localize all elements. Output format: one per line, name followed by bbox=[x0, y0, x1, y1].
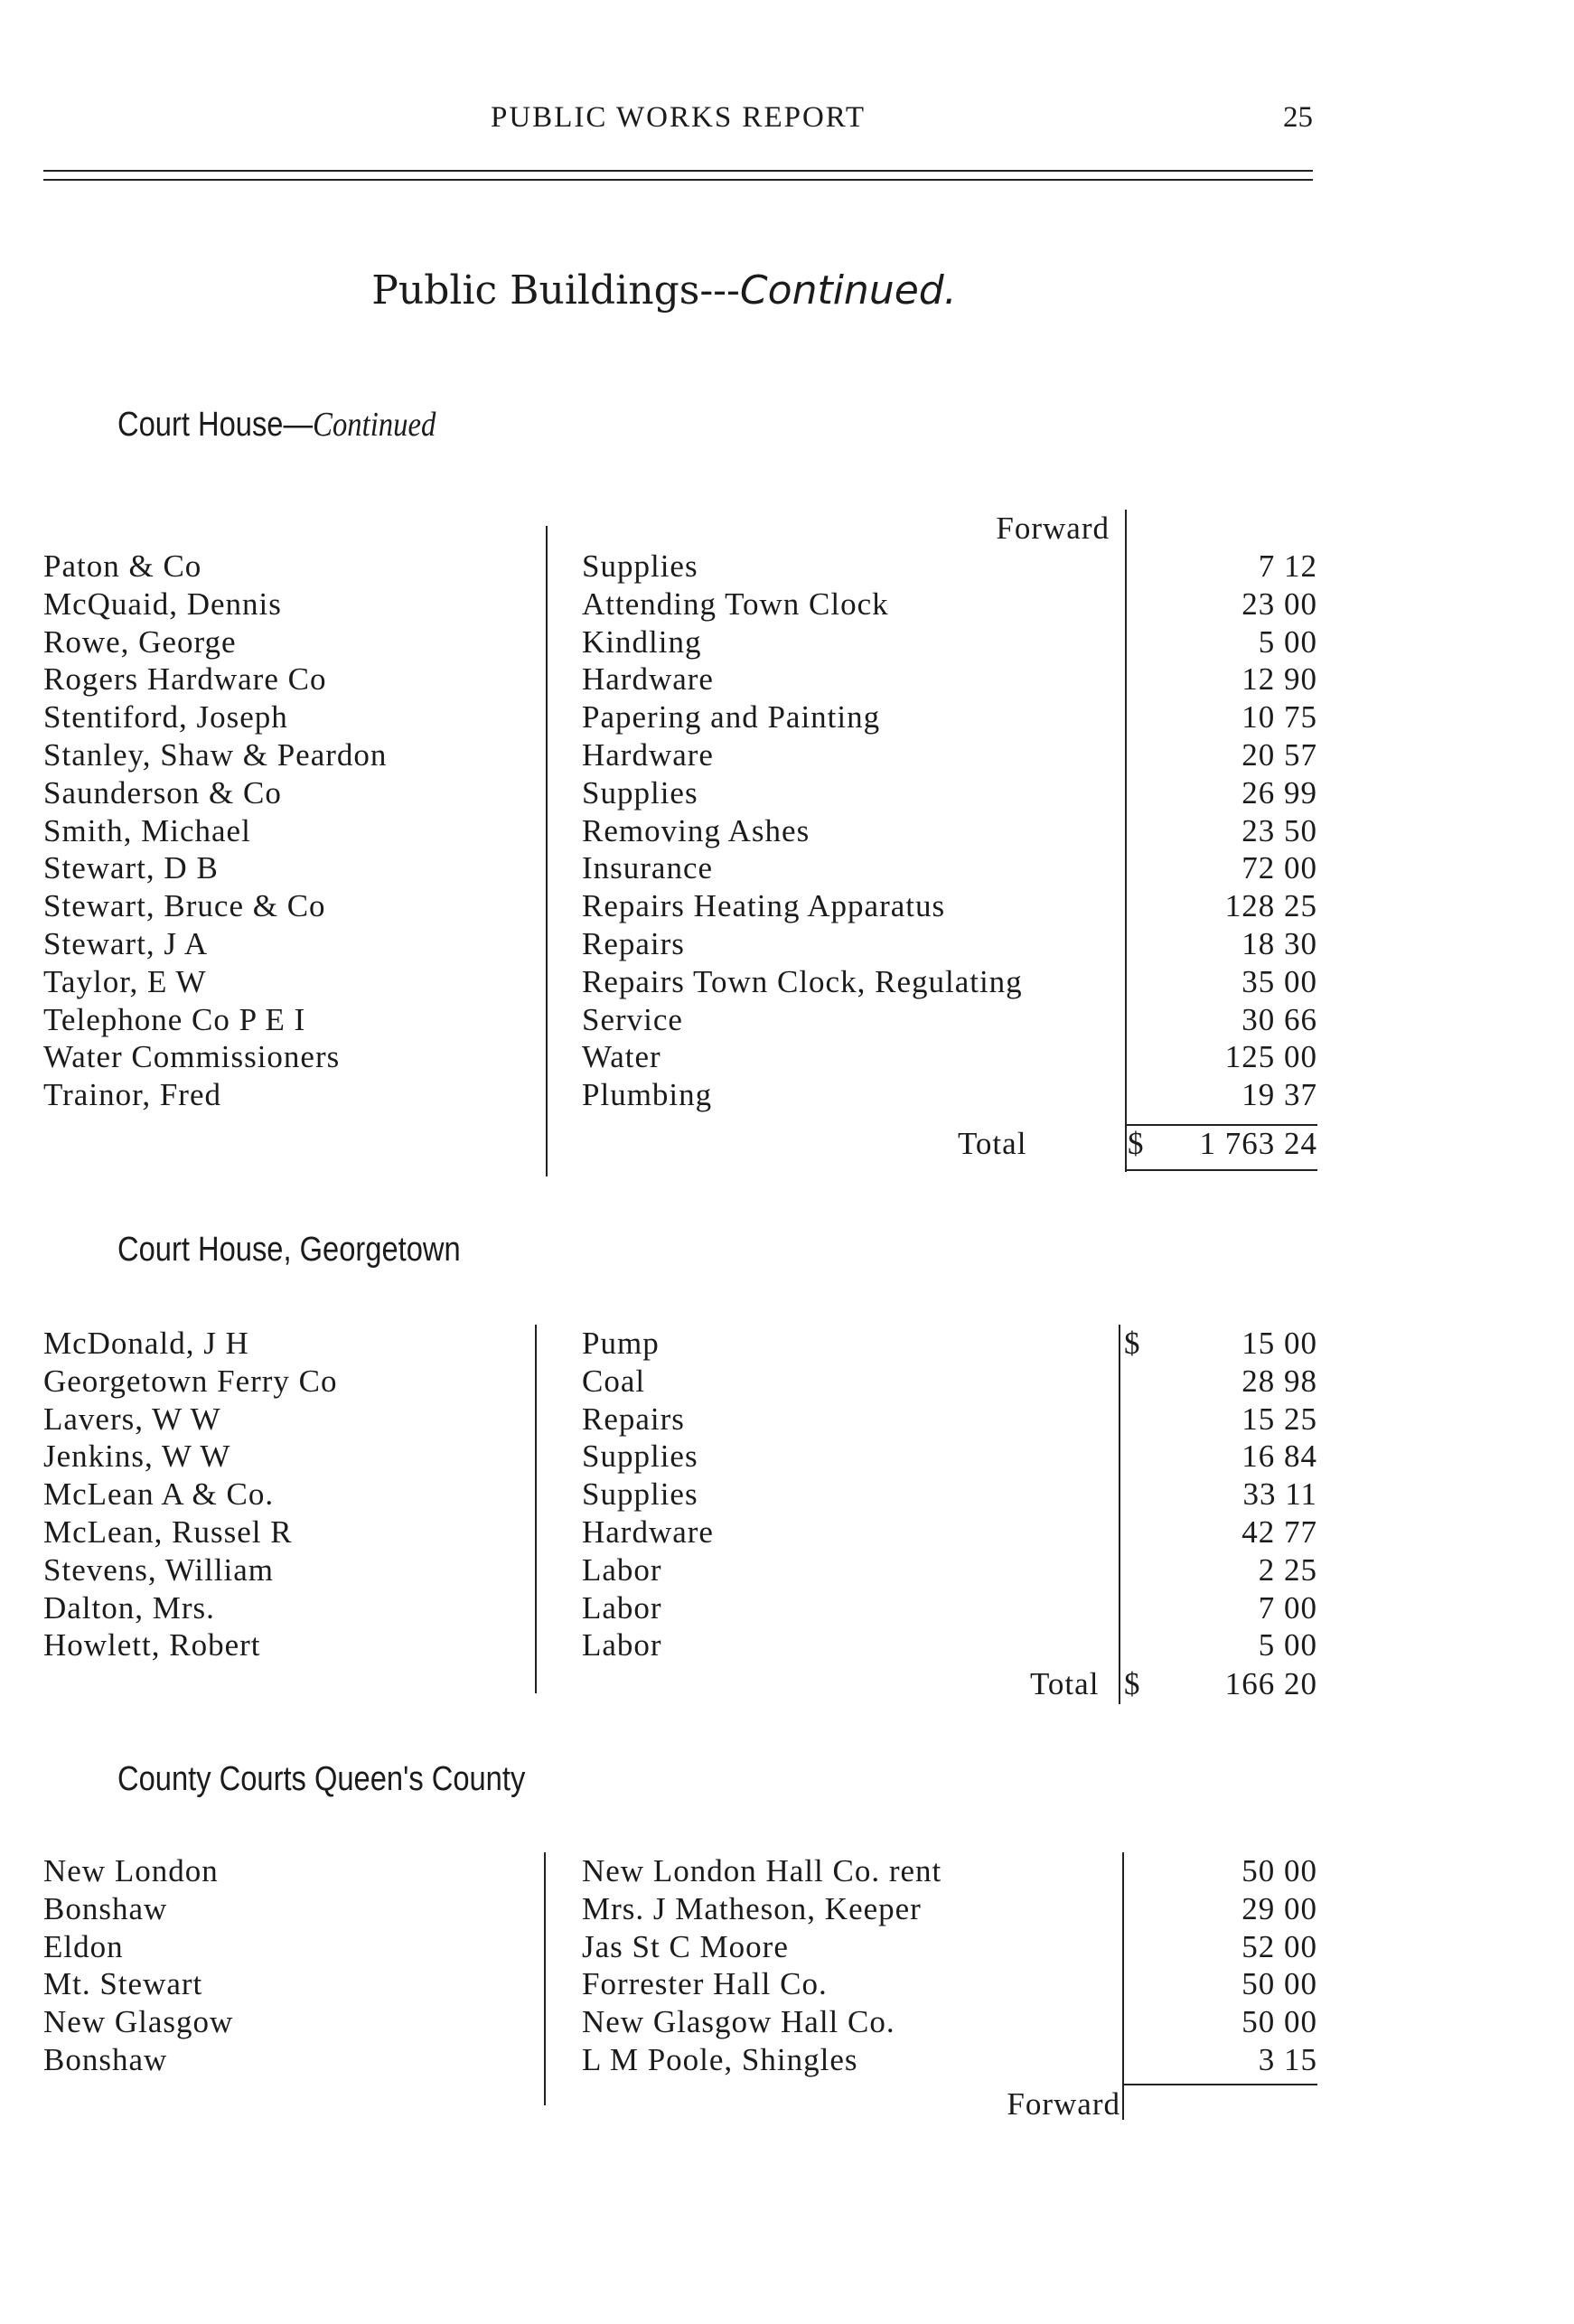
county-courts-name: Bonshaw bbox=[43, 1890, 168, 1926]
georgetown-desc: Labor bbox=[582, 1551, 662, 1588]
court-house-total-underline bbox=[1125, 1169, 1317, 1171]
georgetown-desc: Supplies bbox=[582, 1438, 698, 1475]
court-house-name: Saunderson & Co bbox=[43, 774, 282, 811]
georgetown-name: McLean, Russel R bbox=[43, 1513, 293, 1550]
court-house-row bbox=[43, 661, 1317, 698]
georgetown-desc: Labor bbox=[582, 1627, 662, 1663]
forward-label: Forward bbox=[996, 511, 1110, 546]
county-courts-desc: New Glasgow Hall Co. bbox=[582, 2004, 895, 2040]
court-house-row bbox=[43, 1076, 1317, 1114]
county-courts-table bbox=[43, 1852, 1317, 2123]
georgetown-table bbox=[43, 1325, 1317, 1713]
georgetown-row bbox=[43, 1438, 1317, 1476]
georgetown-desc: Supplies bbox=[582, 1476, 698, 1513]
court-house-amount: 19 37 bbox=[1241, 1077, 1317, 1113]
georgetown-row bbox=[43, 1401, 1317, 1438]
court-house-amount: 125 00 bbox=[1224, 1039, 1317, 1075]
county-courts-row bbox=[43, 1965, 1317, 2003]
county-courts-forward-rule bbox=[1122, 2084, 1317, 2085]
georgetown-amount: 15 00 bbox=[1241, 1326, 1317, 1361]
court-house-row bbox=[43, 698, 1317, 736]
court-house-amount: 12 90 bbox=[1241, 661, 1317, 698]
court-house-name: Rogers Hardware Co bbox=[43, 661, 327, 698]
court-house-heading-continued: Continued bbox=[313, 406, 436, 444]
court-house-amount: 128 25 bbox=[1224, 888, 1317, 924]
georgetown-name: Lavers, W W bbox=[43, 1401, 221, 1437]
county-courts-name: Eldon bbox=[43, 1928, 124, 1964]
section-title-text: Public Buildings--- bbox=[371, 267, 740, 314]
court-house-row bbox=[43, 1001, 1317, 1039]
court-house-desc: Papering and Painting bbox=[582, 699, 881, 736]
court-house-name: Stewart, Bruce & Co bbox=[43, 888, 326, 924]
court-house-row bbox=[43, 548, 1317, 586]
georgetown-total-label: Total bbox=[1030, 1666, 1100, 1701]
county-courts-name: Bonshaw bbox=[43, 2041, 168, 2077]
georgetown-row bbox=[43, 1513, 1317, 1551]
court-house-table bbox=[43, 510, 1317, 1178]
court-house-heading bbox=[117, 405, 436, 445]
court-house-name: Telephone Co P E I bbox=[43, 1001, 306, 1037]
georgetown-total-amount: 166 20 bbox=[1224, 1666, 1317, 1701]
header-rule-top bbox=[43, 170, 1313, 172]
court-house-desc: Hardware bbox=[582, 661, 714, 698]
county-courts-amount: 50 00 bbox=[1241, 1853, 1317, 1888]
county-courts-heading: County Courts Queen's County bbox=[117, 1760, 526, 1798]
county-courts-desc: Jas St C Moore bbox=[582, 1928, 789, 1964]
court-house-amount: 23 00 bbox=[1241, 586, 1317, 622]
page-number: 25 bbox=[1283, 101, 1313, 134]
court-house-row bbox=[43, 925, 1317, 963]
court-house-name: Water Commissioners bbox=[43, 1039, 341, 1075]
section-title-continued: Continued. bbox=[739, 267, 957, 314]
section-title bbox=[0, 267, 1328, 314]
county-courts-desc: New London Hall Co. rent bbox=[582, 1853, 942, 1888]
county-courts-amount: 52 00 bbox=[1241, 1928, 1317, 1964]
running-title: PUBLIC WORKS REPORT bbox=[491, 101, 866, 134]
county-courts-amount: 50 00 bbox=[1241, 1966, 1317, 2002]
georgetown-desc: Repairs bbox=[582, 1401, 685, 1437]
court-house-desc: Attending Town Clock bbox=[582, 586, 889, 622]
georgetown-amount: 33 11 bbox=[1242, 1476, 1317, 1513]
court-house-amount: 23 50 bbox=[1241, 812, 1317, 848]
georgetown-desc: Labor bbox=[582, 1589, 662, 1626]
court-house-desc: Repairs Town Clock, Regulating bbox=[582, 963, 1023, 999]
county-courts-row bbox=[43, 2041, 1317, 2079]
court-house-desc: Insurance bbox=[582, 850, 714, 886]
court-house-total-dollar: $ bbox=[1128, 1126, 1145, 1161]
court-house-desc: Service bbox=[582, 1001, 683, 1037]
county-courts-name: New Glasgow bbox=[43, 2004, 234, 2040]
georgetown-name: McLean A & Co. bbox=[43, 1476, 275, 1513]
county-courts-row bbox=[43, 1928, 1317, 1966]
county-courts-amount: 3 15 bbox=[1258, 2041, 1317, 2077]
court-house-row bbox=[43, 586, 1317, 623]
court-house-row bbox=[43, 736, 1317, 774]
georgetown-name: Jenkins, W W bbox=[43, 1438, 231, 1475]
court-house-row bbox=[43, 774, 1317, 812]
georgetown-desc: Coal bbox=[582, 1363, 646, 1399]
court-house-name: Stewart, J A bbox=[43, 925, 209, 961]
county-courts-row bbox=[43, 1890, 1317, 1928]
court-house-row bbox=[43, 812, 1317, 850]
court-house-amount: 10 75 bbox=[1241, 699, 1317, 736]
court-house-rows bbox=[43, 548, 1317, 1114]
georgetown-row bbox=[43, 1589, 1317, 1627]
county-courts-row bbox=[43, 1852, 1317, 1890]
court-house-name: Smith, Michael bbox=[43, 812, 251, 848]
page-header bbox=[43, 101, 1313, 146]
court-house-name: McQuaid, Dennis bbox=[43, 586, 282, 622]
court-house-desc: Removing Ashes bbox=[582, 812, 810, 848]
georgetown-dollar: $ bbox=[1124, 1326, 1141, 1361]
court-house-name: Stentiford, Joseph bbox=[43, 699, 288, 736]
georgetown-row bbox=[43, 1626, 1317, 1664]
court-house-desc: Kindling bbox=[582, 623, 702, 660]
court-house-amount: 5 00 bbox=[1258, 623, 1317, 660]
county-courts-rows bbox=[43, 1852, 1317, 2079]
header-rule-bottom bbox=[43, 179, 1313, 181]
court-house-desc: Plumbing bbox=[582, 1077, 713, 1113]
court-house-desc: Supplies bbox=[582, 548, 698, 584]
court-house-name: Paton & Co bbox=[43, 548, 202, 584]
county-courts-forward-label: Forward bbox=[1007, 2086, 1120, 2122]
court-house-desc: Repairs bbox=[582, 925, 685, 961]
court-house-desc: Supplies bbox=[582, 774, 698, 811]
court-house-name: Rowe, George bbox=[43, 623, 237, 660]
georgetown-amount: 5 00 bbox=[1258, 1627, 1317, 1663]
court-house-name: Stanley, Shaw & Peardon bbox=[43, 736, 388, 773]
court-house-amount: 35 00 bbox=[1241, 963, 1317, 999]
county-courts-desc: Forrester Hall Co. bbox=[582, 1966, 828, 2002]
court-house-amount: 18 30 bbox=[1241, 925, 1317, 961]
georgetown-name: Howlett, Robert bbox=[43, 1627, 261, 1663]
georgetown-name: Stevens, William bbox=[43, 1551, 275, 1588]
georgetown-name: Dalton, Mrs. bbox=[43, 1589, 215, 1626]
court-house-row bbox=[43, 849, 1317, 887]
court-house-amount: 72 00 bbox=[1241, 850, 1317, 886]
court-house-amount: 7 12 bbox=[1258, 548, 1317, 584]
georgetown-heading: Court House, Georgetown bbox=[117, 1231, 461, 1269]
county-courts-name: Mt. Stewart bbox=[43, 1966, 203, 2002]
court-house-desc: Repairs Heating Apparatus bbox=[582, 888, 946, 924]
georgetown-amount: 7 00 bbox=[1258, 1589, 1317, 1626]
court-house-desc: Hardware bbox=[582, 736, 714, 773]
court-house-row bbox=[43, 1038, 1317, 1076]
court-house-row bbox=[43, 963, 1317, 1001]
georgetown-row bbox=[43, 1476, 1317, 1513]
georgetown-amount: 42 77 bbox=[1241, 1513, 1317, 1550]
court-house-name: Taylor, E W bbox=[43, 963, 207, 999]
georgetown-row bbox=[43, 1325, 1317, 1363]
county-courts-desc: Mrs. J Matheson, Keeper bbox=[582, 1890, 922, 1926]
court-house-amount: 26 99 bbox=[1241, 774, 1317, 811]
georgetown-rows bbox=[43, 1325, 1317, 1664]
court-house-row bbox=[43, 887, 1317, 925]
georgetown-name: McDonald, J H bbox=[43, 1326, 249, 1361]
court-house-amount: 20 57 bbox=[1241, 736, 1317, 773]
county-courts-amount: 50 00 bbox=[1241, 2004, 1317, 2040]
county-courts-name: New London bbox=[43, 1853, 219, 1888]
county-courts-row bbox=[43, 2003, 1317, 2041]
georgetown-name: Georgetown Ferry Co bbox=[43, 1363, 338, 1399]
georgetown-amount: 16 84 bbox=[1241, 1438, 1317, 1475]
county-courts-amount: 29 00 bbox=[1241, 1890, 1317, 1926]
court-house-heading-text: Court House— bbox=[117, 406, 314, 444]
court-house-desc: Water bbox=[582, 1039, 661, 1075]
court-house-amount: 30 66 bbox=[1241, 1001, 1317, 1037]
court-house-row bbox=[43, 623, 1317, 661]
georgetown-row bbox=[43, 1363, 1317, 1401]
georgetown-desc: Hardware bbox=[582, 1513, 714, 1550]
court-house-name: Stewart, D B bbox=[43, 850, 219, 886]
georgetown-row bbox=[43, 1551, 1317, 1589]
county-courts-desc: L M Poole, Shingles bbox=[582, 2041, 858, 2077]
georgetown-amount: 2 25 bbox=[1258, 1551, 1317, 1588]
georgetown-desc: Pump bbox=[582, 1326, 660, 1361]
court-house-total-amount: 1 763 24 bbox=[1199, 1126, 1317, 1161]
court-house-total-label: Total bbox=[958, 1126, 1027, 1161]
georgetown-total-dollar: $ bbox=[1124, 1666, 1141, 1701]
georgetown-amount: 15 25 bbox=[1241, 1401, 1317, 1437]
court-house-name: Trainor, Fred bbox=[43, 1077, 221, 1113]
georgetown-amount: 28 98 bbox=[1241, 1363, 1317, 1399]
